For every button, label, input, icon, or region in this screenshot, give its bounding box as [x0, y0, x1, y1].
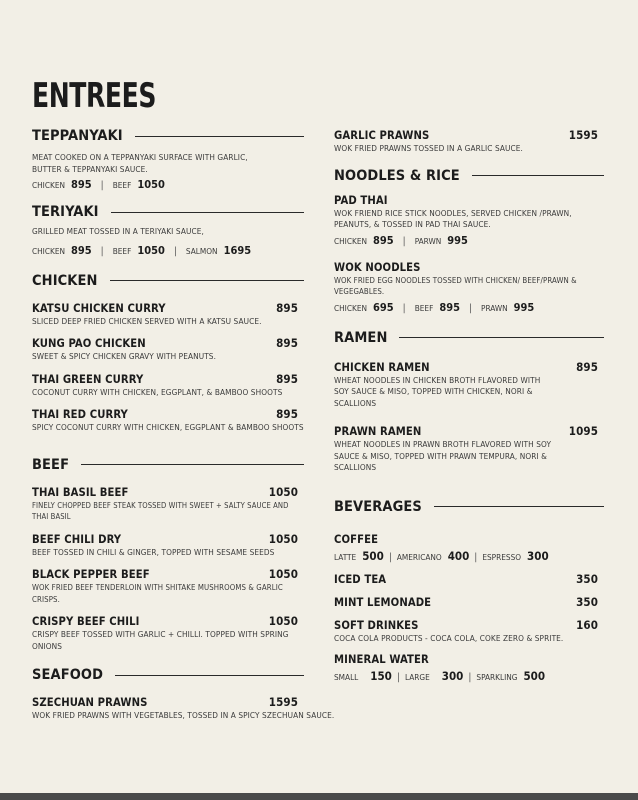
separator: |	[474, 551, 478, 563]
option-label: BEEF	[414, 302, 434, 313]
price-option	[113, 244, 165, 257]
option-label: CHICKEN	[32, 245, 65, 256]
item-name: SZECHUAN PRAWNS	[32, 696, 148, 709]
option-label: PRAWN	[481, 302, 508, 313]
section-divider	[434, 506, 604, 507]
option-label: SPARKLING	[476, 672, 518, 682]
option-label: ESPRESSO	[482, 551, 522, 562]
option-price: 1695	[223, 243, 252, 257]
option-label: CHICKEN	[334, 302, 367, 313]
right-column	[334, 128, 604, 692]
price-option	[482, 549, 548, 563]
item-price: 160	[576, 617, 598, 632]
option-price: 1050	[137, 243, 165, 257]
item-description: WOK FRIED BEEF TENDERLOIN WITH SHITAKE MUSHROOMS & GARLIC CRISPS.	[32, 583, 283, 604]
price-options	[334, 234, 604, 247]
item-price: 895	[276, 371, 298, 386]
section-divider	[110, 280, 304, 281]
price-options	[334, 301, 604, 314]
option-price: 500	[362, 548, 384, 563]
separator: |	[388, 551, 392, 563]
item-name: ICED TEA	[334, 572, 387, 586]
item-price: 895	[276, 300, 298, 315]
separator: |	[402, 302, 406, 314]
separator: |	[402, 235, 406, 247]
separator: |	[468, 672, 472, 683]
menu-item	[32, 485, 304, 523]
separator: |	[100, 245, 104, 257]
item-price: 895	[576, 359, 598, 374]
item-name: MINERAL WATER	[334, 653, 429, 666]
item-name: WOK NOODLES	[334, 260, 421, 274]
item-price: 1050	[268, 567, 298, 581]
item-name: PAD THAI	[334, 193, 388, 207]
menu-item	[32, 614, 304, 652]
item-description: WOK FRIED PRAWNS WITH VEGETABLES, TOSSED IN A SPICY SZECHUAN SAUCE.	[32, 710, 335, 720]
separator: |	[469, 302, 473, 314]
option-price: 300	[441, 669, 464, 683]
menu-item	[334, 424, 604, 474]
section-divider	[399, 337, 604, 338]
section-title: CHICKEN	[32, 272, 98, 289]
section-teppanyaki	[32, 128, 304, 144]
section-title: TERIYAKI	[32, 204, 99, 220]
price-option	[113, 178, 165, 191]
price-option	[32, 244, 92, 257]
item-description: COCA COLA PRODUCTS - COCA COLA, COKE ZERO & SPRITE.	[334, 632, 564, 643]
item-name: KUNG PAO CHICKEN	[32, 337, 146, 350]
item-price: 1595	[268, 695, 298, 709]
item-name: BLACK PEPPER BEEF	[32, 568, 150, 581]
item-description: WOK FRIEND RICE STICK NOODLES, SERVED CHICKEN /PRAWN, PEANUTS, & TOSSED IN PAD THAI SAUCE.	[334, 207, 572, 229]
item-description: WHEAT NOODLES IN CHICKEN BROTH FLAVORED WITH SOY SAUCE & MISO, TOPPED WITH CHICKEN, NORI & SCALLIONS	[334, 374, 541, 408]
menu-item	[32, 407, 304, 434]
price-option	[415, 234, 468, 247]
menu-item	[334, 572, 604, 586]
item-name: BEEF CHILI DRY	[32, 532, 122, 546]
option-price: 895	[373, 233, 394, 247]
item-description: COCONUT CURRY WITH CHICKEN, EGGPLANT, & BAMBOO SHOOTS	[32, 386, 283, 397]
item-name: THAI GREEN CURRY	[32, 372, 144, 386]
item-price: 1050	[268, 484, 298, 499]
price-options	[32, 244, 304, 257]
option-label: BEEF	[112, 245, 132, 256]
item-price: 350	[576, 571, 598, 586]
section-title: TEPPANYAKI	[32, 128, 123, 144]
option-price: 1050	[137, 178, 165, 191]
option-price: 500	[523, 669, 546, 683]
option-price: 895	[439, 300, 460, 314]
price-option	[334, 549, 384, 563]
option-price: 995	[447, 233, 468, 247]
item-name: COFFEE	[334, 532, 379, 546]
menu-item	[334, 194, 604, 247]
option-label: BEEF	[112, 180, 132, 190]
section-beef	[32, 457, 304, 473]
section-chicken	[32, 273, 304, 289]
item-name: GARLIC PRAWNS	[334, 129, 430, 142]
menu-item	[32, 301, 304, 328]
item-description: FINELY CHOPPED BEEF STEAK TOSSED WITH SWEET + SALTY SAUCE AND THAI BASIL	[32, 500, 289, 521]
section-teriyaki	[32, 204, 304, 220]
section-divider	[111, 212, 304, 213]
item-price: 895	[276, 407, 298, 421]
option-price: 695	[373, 300, 394, 314]
menu-item	[32, 695, 335, 722]
price-option	[186, 244, 251, 257]
item-name: SOFT DRINKES	[334, 618, 419, 632]
option-price: 150	[370, 669, 392, 683]
section-divider	[472, 175, 604, 176]
item-name: CHICKEN RAMEN	[334, 360, 430, 374]
item-description: BEEF TOSSED IN CHILI & GINGER, TOPPED WITH SESAME SEEDS	[32, 546, 275, 557]
section-title: BEVERAGES	[334, 498, 422, 515]
section-beverages	[334, 499, 604, 515]
option-label: LARGE	[404, 672, 430, 682]
page-title: ENTREES	[32, 76, 157, 116]
option-price: 895	[71, 243, 92, 257]
price-option	[334, 301, 394, 314]
section-title: RAMEN	[334, 329, 388, 346]
option-label: PARWN	[414, 235, 442, 246]
menu-item	[32, 336, 304, 363]
menu-item	[334, 128, 604, 155]
section-divider	[135, 136, 304, 137]
section-divider	[115, 675, 304, 676]
item-description: WHEAT NOODLES IN PRAWN BROTH FLAVORED WITH SOY SAUCE & MISO, TOPPED WITH PRAWN TEMPURA, NORI & SCALLIONS	[334, 439, 552, 472]
menu-item	[334, 533, 604, 563]
item-name: KATSU CHICKEN CURRY	[32, 301, 166, 315]
price-options	[334, 549, 604, 563]
menu-item	[32, 532, 304, 559]
item-name: THAI RED CURRY	[32, 408, 128, 421]
left-column	[32, 128, 335, 731]
menu-item	[334, 653, 604, 683]
option-label: CHICKEN	[334, 235, 367, 246]
menu-item	[334, 618, 604, 645]
price-option	[476, 669, 545, 683]
menu-item	[334, 595, 604, 609]
price-options	[334, 669, 604, 683]
option-price: 400	[447, 548, 470, 563]
price-option	[481, 301, 534, 314]
item-price: 895	[276, 336, 298, 350]
price-option	[397, 549, 469, 563]
item-name: MINT LEMONADE	[334, 595, 432, 609]
separator: |	[396, 672, 400, 683]
section-title: NOODLES & RICE	[334, 167, 460, 184]
option-price: 300	[527, 548, 549, 563]
section-noodles-rice	[334, 168, 604, 184]
price-option	[415, 301, 460, 314]
option-price: 895	[71, 178, 92, 191]
item-description: MEAT COOKED ON A TEPPANYAKI SURFACE WITH GARLIC, BUTTER & TEPPANYAKI SAUCE.	[32, 152, 248, 174]
bottom-bar	[0, 793, 638, 800]
section-title: BEEF	[32, 456, 70, 473]
menu-item	[334, 360, 604, 410]
menu-item	[334, 261, 604, 314]
section-title: SEAFOOD	[32, 667, 104, 683]
item-price: 1050	[268, 531, 298, 546]
menu-item	[32, 372, 304, 399]
item-price: 1050	[268, 614, 298, 628]
item-name: THAI BASIL BEEF	[32, 485, 129, 499]
section-divider	[81, 464, 304, 465]
item-price: 1095	[568, 424, 598, 438]
item-description: GRILLED MEAT TOSSED IN A TERIYAKI SAUCE,	[32, 226, 204, 236]
item-description: WOK FRIED PRAWNS TOSSED IN A GARLIC SAUCE.	[334, 143, 523, 153]
price-option	[405, 669, 463, 683]
item-price: 1595	[568, 128, 598, 142]
item-name: CRISPY BEEF CHILI	[32, 615, 140, 628]
separator: |	[173, 245, 177, 257]
option-label: SALMON	[185, 245, 218, 256]
option-label: CHICKEN	[32, 180, 65, 190]
option-label: LATTE	[334, 551, 357, 562]
price-option	[334, 234, 394, 247]
separator: |	[100, 180, 104, 191]
section-seafood	[32, 667, 304, 683]
item-name: PRAWN RAMEN	[334, 425, 422, 438]
menu-item	[32, 567, 304, 605]
item-description: CRISPY BEEF TOSSED WITH GARLIC + CHILLI. TOPPED WITH SPRING ONIONS	[32, 629, 289, 651]
option-label: SMALL	[334, 672, 359, 682]
option-price: 995	[513, 300, 535, 314]
section-ramen	[334, 330, 604, 346]
item-description: SPICY COCONUT CURRY WITH CHICKEN, EGGPLANT & BAMBOO SHOOTS	[32, 422, 304, 432]
option-label: AMERICANO	[396, 551, 442, 562]
item-description: SWEET & SPICY CHICKEN GRAVY WITH PEANUTS.	[32, 351, 217, 361]
price-option	[32, 178, 92, 191]
price-option	[334, 669, 392, 683]
item-description: SLICED DEEP FRIED CHICKEN SERVED WITH A KATSU SAUCE.	[32, 315, 262, 326]
item-description: WOK FRIED EGG NOODLES TOSSED WITH CHICKEN/ BEEF/PRAWN & VEGEGABLES.	[334, 275, 577, 296]
price-options	[32, 178, 304, 191]
item-price: 350	[576, 594, 598, 609]
